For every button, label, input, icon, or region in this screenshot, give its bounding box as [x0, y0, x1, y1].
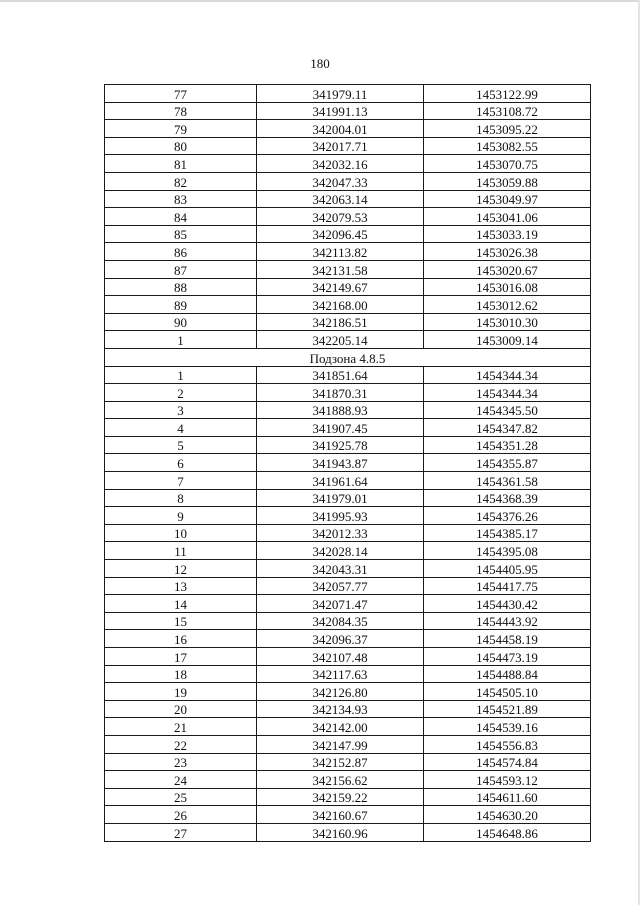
x-coordinate-cell: 342160.67 — [257, 806, 424, 824]
point-number-cell: 8 — [105, 489, 257, 507]
x-coordinate-cell: 342107.48 — [257, 648, 424, 666]
y-coordinate-cell: 1454361.58 — [424, 472, 591, 490]
section-header-body — [105, 348, 591, 366]
point-number-cell: 7 — [105, 472, 257, 490]
point-number-cell: 20 — [105, 700, 257, 718]
point-number-cell: 23 — [105, 753, 257, 771]
point-number-cell: 15 — [105, 612, 257, 630]
table-body-before — [105, 85, 591, 349]
point-number-cell: 10 — [105, 524, 257, 542]
point-number-cell: 22 — [105, 735, 257, 753]
table-row — [105, 630, 591, 648]
y-coordinate-cell: 1453082.55 — [424, 137, 591, 155]
y-coordinate-cell: 1454417.75 — [424, 577, 591, 595]
y-coordinate-cell: 1454488.84 — [424, 665, 591, 683]
y-coordinate-cell: 1454630.20 — [424, 806, 591, 824]
table-row — [105, 700, 591, 718]
y-coordinate-cell: 1453041.06 — [424, 208, 591, 226]
point-number-cell: 81 — [105, 155, 257, 173]
point-number-cell: 84 — [105, 208, 257, 226]
x-coordinate-cell: 342032.16 — [257, 155, 424, 173]
y-coordinate-cell: 1454539.16 — [424, 718, 591, 736]
table-row — [105, 612, 591, 630]
x-coordinate-cell: 342149.67 — [257, 278, 424, 296]
section-header-row — [105, 348, 591, 366]
y-coordinate-cell: 1454355.87 — [424, 454, 591, 472]
x-coordinate-cell: 342043.31 — [257, 560, 424, 578]
table-row — [105, 665, 591, 683]
x-coordinate-cell: 341907.45 — [257, 419, 424, 437]
y-coordinate-cell: 1453108.72 — [424, 102, 591, 120]
x-coordinate-cell: 341991.13 — [257, 102, 424, 120]
table-row — [105, 172, 591, 190]
x-coordinate-cell: 341979.01 — [257, 489, 424, 507]
y-coordinate-cell: 1454344.34 — [424, 366, 591, 384]
x-coordinate-cell: 342012.33 — [257, 524, 424, 542]
x-coordinate-cell: 342134.93 — [257, 700, 424, 718]
y-coordinate-cell: 1454458.19 — [424, 630, 591, 648]
table-row — [105, 718, 591, 736]
y-coordinate-cell: 1453026.38 — [424, 243, 591, 261]
point-number-cell: 27 — [105, 823, 257, 841]
y-coordinate-cell: 1454351.28 — [424, 436, 591, 454]
table-row — [105, 85, 591, 103]
x-coordinate-cell: 342057.77 — [257, 577, 424, 595]
point-number-cell: 2 — [105, 384, 257, 402]
x-coordinate-cell: 342186.51 — [257, 313, 424, 331]
y-coordinate-cell: 1453020.67 — [424, 260, 591, 278]
x-coordinate-cell: 341851.64 — [257, 366, 424, 384]
x-coordinate-cell: 342159.22 — [257, 788, 424, 806]
x-coordinate-cell: 341961.64 — [257, 472, 424, 490]
x-coordinate-cell: 342028.14 — [257, 542, 424, 560]
point-number-cell: 77 — [105, 85, 257, 103]
point-number-cell: 19 — [105, 683, 257, 701]
y-coordinate-cell: 1454345.50 — [424, 401, 591, 419]
point-number-cell: 90 — [105, 313, 257, 331]
x-coordinate-cell: 342071.47 — [257, 595, 424, 613]
x-coordinate-cell: 342117.63 — [257, 665, 424, 683]
x-coordinate-cell: 341995.93 — [257, 507, 424, 525]
table-row — [105, 137, 591, 155]
point-number-cell: 1 — [105, 366, 257, 384]
y-coordinate-cell: 1453012.62 — [424, 296, 591, 314]
point-number-cell: 85 — [105, 225, 257, 243]
y-coordinate-cell: 1454505.10 — [424, 683, 591, 701]
y-coordinate-cell: 1454376.26 — [424, 507, 591, 525]
table-row — [105, 225, 591, 243]
point-number-cell: 89 — [105, 296, 257, 314]
y-coordinate-cell: 1454395.08 — [424, 542, 591, 560]
point-number-cell: 1 — [105, 331, 257, 349]
table-row — [105, 648, 591, 666]
point-number-cell: 86 — [105, 243, 257, 261]
point-number-cell: 80 — [105, 137, 257, 155]
table-row — [105, 155, 591, 173]
table-row — [105, 472, 591, 490]
point-number-cell: 88 — [105, 278, 257, 296]
y-coordinate-cell: 1453010.30 — [424, 313, 591, 331]
point-number-cell: 78 — [105, 102, 257, 120]
section-title: Подзона 4.8.5 — [105, 348, 591, 366]
table-row — [105, 384, 591, 402]
table-row — [105, 489, 591, 507]
y-coordinate-cell: 1454574.84 — [424, 753, 591, 771]
table-row — [105, 436, 591, 454]
x-coordinate-cell: 342004.01 — [257, 120, 424, 138]
point-number-cell: 5 — [105, 436, 257, 454]
coordinates-table — [104, 84, 591, 842]
point-number-cell: 87 — [105, 260, 257, 278]
table-row — [105, 542, 591, 560]
y-coordinate-cell: 1453049.97 — [424, 190, 591, 208]
x-coordinate-cell: 342156.62 — [257, 771, 424, 789]
table-row — [105, 243, 591, 261]
table-row — [105, 823, 591, 841]
y-coordinate-cell: 1454473.19 — [424, 648, 591, 666]
x-coordinate-cell: 341979.11 — [257, 85, 424, 103]
table-row — [105, 753, 591, 771]
x-coordinate-cell: 342063.14 — [257, 190, 424, 208]
table-row — [105, 331, 591, 349]
point-number-cell: 21 — [105, 718, 257, 736]
x-coordinate-cell: 342168.00 — [257, 296, 424, 314]
y-coordinate-cell: 1453059.88 — [424, 172, 591, 190]
x-coordinate-cell: 342131.58 — [257, 260, 424, 278]
y-coordinate-cell: 1454593.12 — [424, 771, 591, 789]
x-coordinate-cell: 342096.45 — [257, 225, 424, 243]
table-row — [105, 595, 591, 613]
point-number-cell: 26 — [105, 806, 257, 824]
y-coordinate-cell: 1454368.39 — [424, 489, 591, 507]
y-coordinate-cell: 1454405.95 — [424, 560, 591, 578]
table-row — [105, 296, 591, 314]
y-coordinate-cell: 1454347.82 — [424, 419, 591, 437]
table-row — [105, 278, 591, 296]
x-coordinate-cell: 342142.00 — [257, 718, 424, 736]
table-body-after — [105, 366, 591, 841]
y-coordinate-cell: 1454521.89 — [424, 700, 591, 718]
table-row — [105, 735, 591, 753]
y-coordinate-cell: 1453033.19 — [424, 225, 591, 243]
y-coordinate-cell: 1454648.86 — [424, 823, 591, 841]
point-number-cell: 4 — [105, 419, 257, 437]
table-row — [105, 788, 591, 806]
point-number-cell: 11 — [105, 542, 257, 560]
table-row — [105, 260, 591, 278]
point-number-cell: 25 — [105, 788, 257, 806]
y-coordinate-cell: 1454430.42 — [424, 595, 591, 613]
table-row — [105, 683, 591, 701]
x-coordinate-cell: 342205.14 — [257, 331, 424, 349]
x-coordinate-cell: 341943.87 — [257, 454, 424, 472]
table-row — [105, 771, 591, 789]
table-row — [105, 190, 591, 208]
point-number-cell: 79 — [105, 120, 257, 138]
table-row — [105, 120, 591, 138]
table-row — [105, 577, 591, 595]
table-row — [105, 419, 591, 437]
page-edge-top — [0, 0, 640, 2]
y-coordinate-cell: 1453009.14 — [424, 331, 591, 349]
point-number-cell: 3 — [105, 401, 257, 419]
x-coordinate-cell: 342084.35 — [257, 612, 424, 630]
point-number-cell: 6 — [105, 454, 257, 472]
point-number-cell: 13 — [105, 577, 257, 595]
x-coordinate-cell: 341870.31 — [257, 384, 424, 402]
table-row — [105, 454, 591, 472]
table-row — [105, 208, 591, 226]
y-coordinate-cell: 1454611.60 — [424, 788, 591, 806]
x-coordinate-cell: 342152.87 — [257, 753, 424, 771]
table-row — [105, 366, 591, 384]
point-number-cell: 14 — [105, 595, 257, 613]
point-number-cell: 82 — [105, 172, 257, 190]
y-coordinate-cell: 1453016.08 — [424, 278, 591, 296]
y-coordinate-cell: 1454344.34 — [424, 384, 591, 402]
y-coordinate-cell: 1453095.22 — [424, 120, 591, 138]
point-number-cell: 9 — [105, 507, 257, 525]
table-row — [105, 524, 591, 542]
table-row — [105, 806, 591, 824]
x-coordinate-cell: 342126.80 — [257, 683, 424, 701]
x-coordinate-cell: 342113.82 — [257, 243, 424, 261]
x-coordinate-cell: 342096.37 — [257, 630, 424, 648]
x-coordinate-cell: 342017.71 — [257, 137, 424, 155]
page-number: 180 — [310, 56, 330, 71]
x-coordinate-cell: 342079.53 — [257, 208, 424, 226]
table-row — [105, 401, 591, 419]
x-coordinate-cell: 342047.33 — [257, 172, 424, 190]
y-coordinate-cell: 1453122.99 — [424, 85, 591, 103]
point-number-cell: 17 — [105, 648, 257, 666]
x-coordinate-cell: 341925.78 — [257, 436, 424, 454]
y-coordinate-cell: 1454443.92 — [424, 612, 591, 630]
table-row — [105, 560, 591, 578]
y-coordinate-cell: 1453070.75 — [424, 155, 591, 173]
point-number-cell: 12 — [105, 560, 257, 578]
point-number-cell: 18 — [105, 665, 257, 683]
y-coordinate-cell: 1454556.83 — [424, 735, 591, 753]
table-row — [105, 507, 591, 525]
x-coordinate-cell: 341888.93 — [257, 401, 424, 419]
x-coordinate-cell: 342147.99 — [257, 735, 424, 753]
point-number-cell: 24 — [105, 771, 257, 789]
x-coordinate-cell: 342160.96 — [257, 823, 424, 841]
table-row — [105, 313, 591, 331]
y-coordinate-cell: 1454385.17 — [424, 524, 591, 542]
point-number-cell: 16 — [105, 630, 257, 648]
point-number-cell: 83 — [105, 190, 257, 208]
table-row — [105, 102, 591, 120]
